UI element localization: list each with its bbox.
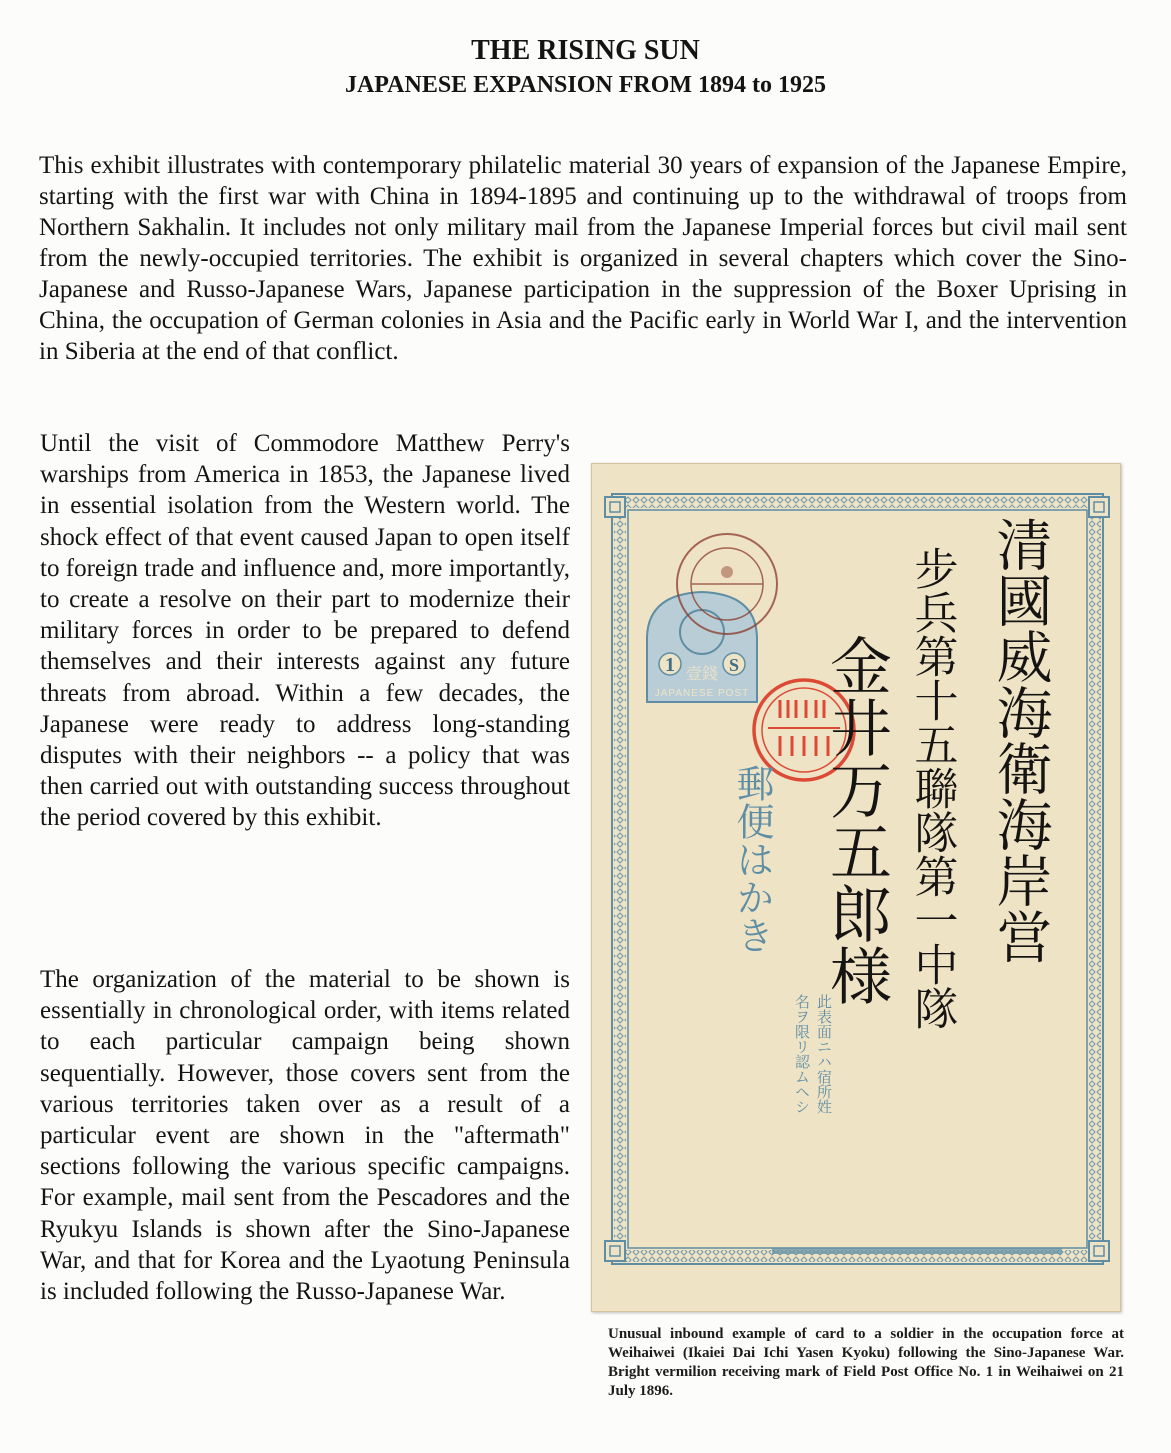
intro-paragraph: This exhibit illustrates with contemporary philatelic material 30 years of expansion of the Japanese Empire, starting with the first war with China in 1894-1895 and continuing up to the withdrawal of troops from Northern Sakhalin. It includes not only military mail from the Japanese Imperial forces but civil mail sent from the newly-occupied territories. The exhibit is organized in several chapters which cover the Sino-Japanese and Russo-Japanese Wars, Japanese participation in the suppression of the Boxer Uprising in China, the occupation of German colonies in Asia and the Pacific early in World War I, and the intervention in Siberia at the end of that conflict. xyxy=(39,152,1127,365)
page-title: THE RISING SUN xyxy=(471,35,700,66)
handwritten-address-line-2: 步兵第十五聯隊第一中隊 xyxy=(906,546,958,1030)
stamp-legend: JAPANESE POST xyxy=(654,688,750,699)
stamp-value-left: 1 xyxy=(665,654,675,676)
handwritten-recipient-name: 金井万五郎様 xyxy=(819,634,893,1006)
card-printed-title: 郵便はかき xyxy=(730,764,774,954)
postal-card-image xyxy=(591,463,1121,1312)
image-caption: Unusual inbound example of card to a soldier in the occupation force at Weihaiwei (Ikaiei Dai Ichi Yasen Kyoku) following the Sino-Japanese War. Bright vermilion receiving mark of Field Post Office No. 1 in Weihaiwei on 21 July 1896. xyxy=(608,1326,1124,1399)
handwritten-address-line-1: 清國威海衛海岸営 xyxy=(987,516,1053,964)
card-printed-note-1: 此表面ニハ宿所姓 xyxy=(815,994,833,1114)
imprinted-stamp xyxy=(647,592,757,702)
postal-card-artwork xyxy=(592,464,1120,1311)
card-printed-note-2: 名ヲ限リ認ムヘシ xyxy=(793,994,811,1114)
stamp-sen-mark: S xyxy=(728,655,740,675)
page-subtitle: JAPANESE EXPANSION FROM 1894 to 1925 xyxy=(344,72,827,98)
history-paragraph: Until the visit of Commodore Matthew Perry's warships from America in 1853, the Japanese lived in essential isolation from the Western world. The shock effect of that event caused Japan to open itself to foreign trade and influence and, more importantly, to create a resolve on their part to modernize their military forces in order to be prepared to defend themselves and their interests against any future threats from abroad. Within a few decades, the Japanese were ready to address long-standing disputes with their neighbors -- a policy that was then carried out with outstanding success throughout the period covered by this exhibit. xyxy=(40,430,570,832)
organization-paragraph: The organization of the material to be shown is essentially in chronological order, with items related to each particular campaign being shown sequentially. However, those covers sent from the various territories taken over as a result of a particular event are shown in the "aftermath" sections following the various specific campaigns. For example, mail sent from the Pescadores and the Ryukyu Islands is shown after the Sino-Japanese War, and that for Korea and the Lyaotung Peninsula is included following the Russo-Japanese War. xyxy=(40,966,570,1306)
stamp-kanji-value: 壹錢 xyxy=(685,664,719,683)
